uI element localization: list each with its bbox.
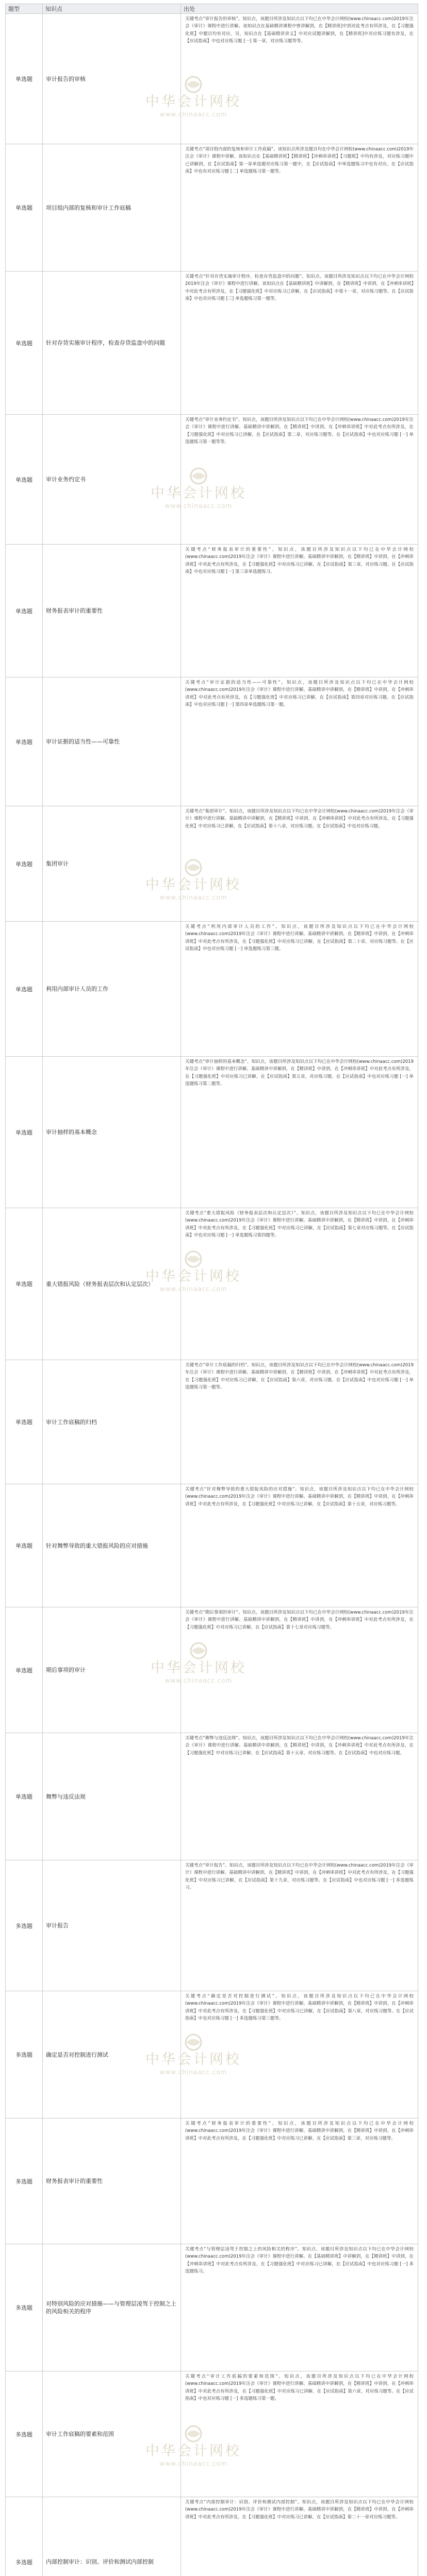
- header-type: 题型: [6, 4, 43, 14]
- table-row: [6, 1733, 418, 1860]
- table-row: [6, 1860, 418, 1991]
- question-type-cell: 单选题: [6, 1607, 43, 1733]
- knowledge-point-cell: 审计抽样的基本概念: [43, 1057, 181, 1208]
- watermark-en: www.chinaacc.com: [159, 2460, 227, 2467]
- source-cell: 关键考点“与管理层凌驾于控制之上的风险相关的程序”。知识点，该题目所涉及知识点以下均已在中华会计网校(www.chinaacc.com)2019年注会《审计》课程中进行讲解。在【基础精讲班】中讲解到，在【精讲班】中讲到，在【冲刺串讲班】中对此考点有所涉及，在【习题强化班】中对应练习已讲解，在【应试指南】中也对应练习题 [一] 多选题练习。: [181, 2244, 418, 2371]
- watermark-cn: 中华会计网校: [151, 485, 247, 501]
- table-row: [6, 272, 418, 415]
- knowledge-point-cell: 确定是否对控制进行测试: [43, 1991, 181, 2119]
- watermark-en: www.chinaacc.com: [159, 1285, 227, 1293]
- table-row: [6, 1057, 418, 1208]
- question-type-cell: 单选题: [6, 806, 43, 922]
- knowledge-point-cell: 内部控制审计：识别、评价和测试内部控制: [43, 2497, 181, 2576]
- question-type-cell: 单选题: [6, 1484, 43, 1607]
- table-row: [6, 1360, 418, 1484]
- source-cell: 关键考点“审计工作底稿的要素和范围”。知识点，该题目所涉及知识点以下均已在中华会计网校(www.chinaacc.com)2019年注会《审计》课程中进行讲解。基础精讲中讲解到，在【精讲班】中讲到，在【冲刺串讲班】中对此考点有所涉及，在【习题强化班】中对应练习已讲解，在【应试指南】第六章，对应练习题等。在【应试指南】中也对应练习题 [一] 多选题练习第一题。: [181, 2371, 418, 2497]
- knowledge-point-cell: 针对舞弊导致的重大错报风险的应对措施: [43, 1484, 181, 1607]
- watermark-cn: 中华会计网校: [145, 2052, 241, 2067]
- knowledge-point-cell: 审计工作底稿的要素和范围: [43, 2371, 181, 2497]
- source-cell: 关键考点“针对舞弊导致的重大错报风险的应对措施”。知识点，该题目所涉及知识点以下均已在中华会计网校(www.chinaacc.com)2019年注会《审计》课程中进行讲解。基础精讲中讲解到，在【精讲班】中讲到，在【冲刺串讲班】中对此考点有所涉及，在【习题强化班】中对应练习已讲解，在【应试指南】第十五章，对应练习题等。: [181, 1484, 418, 1607]
- watermark-cn: 中华会计网校: [145, 877, 241, 893]
- source-cell: 关键考点“审计证据的适当性——可靠性”。知识点，该题目所涉及知识点以下均已在中华会计网校(www.chinaacc.com)2019年注会《审计》课程中进行讲解。基础精讲中讲解到，在【精讲班】中讲到，在【冲刺串讲班】中对此考点有所涉及，在【习题强化班】中对应练习已讲解，在【应试指南】第四章对应练习题。在【应试指南】中也对应练习题 [一] 第四章单选题练习第一题。: [181, 677, 418, 806]
- knowledge-point-cell: 舞弊与违反法规: [43, 1733, 181, 1860]
- question-type-cell: 多选题: [6, 2371, 43, 2497]
- table-row: [6, 1991, 418, 2119]
- knowledge-point-table-sheet: [5, 4, 418, 2576]
- table-row: [6, 2497, 418, 2576]
- knowledge-point-cell: 针对存货实施审计程序，检查存货监盘中的问题: [43, 272, 181, 415]
- knowledge-point-cell: 期后事项的审计: [43, 1607, 181, 1733]
- question-type-cell: 多选题: [6, 2119, 43, 2244]
- source-cell: 关键考点“审计抽样的基本概念”。知识点，该题目所涉及知识点以下均已在中华会计网校(www.chinaacc.com)2019年注会《审计》课程中进行讲解。基础精讲中讲解到，在【精讲班】中讲到，在【冲刺串讲班】中对此考点有所涉及，在【习题强化班】中对应练习已讲解，在【应试指南】第五章，对应练习题。在【应试指南】中也对应练习题 [一] 单选题练习第二题等。: [181, 1057, 418, 1208]
- source-cell: 关键考点“期后事项的审计”。知识点，该题目所涉及知识点以下均已在中华会计网校(www.chinaacc.com)2019年注会《审计》课程中进行讲解。基础精讲中讲解到，在【精讲班】中讲到，在【冲刺串讲班】中对此考点有所涉及，在【习题强化班】中对应练习已讲解，在【应试指南】第十七章对应练习题等。: [181, 1607, 418, 1733]
- knowledge-point-cell: 利用内部审计人员的工作: [43, 922, 181, 1057]
- watermark-en: www.chinaacc.com: [159, 2069, 227, 2076]
- watermark-en: www.chinaacc.com: [165, 502, 233, 510]
- knowledge-point-cell: 审计报告的审核: [43, 14, 181, 144]
- knowledge-point-table: [5, 4, 418, 2576]
- source-cell: 关键考点“内部控制审计：识别、评价和测试内部控制”。知识点，该题目所涉及知识点以下均已在中华会计网校(www.chinaacc.com)2019年注会《审计》课程中进行讲解。基础精讲中讲解到，在【精讲班】中讲到，在【冲刺串讲班】中对此考点有所涉及，在【习题强化班】中对应练习已讲解，在【应试指南】第二十一章对应练习题等。: [181, 2497, 418, 2576]
- source-cell: 关键考点“财务报表审计的重要性”。知识点，该题目所涉及知识点以下均已在中华会计网校(www.chinaacc.com)2019年注会《审计》课程中进行讲解。基础精讲中讲解到，在【精讲班】中讲到，在【冲刺串讲班】中对此考点有所涉及，在【习题强化班】中对应练习已讲解，在【应试指南】第三章，对应练习题。在【应试指南】中也对应练习题 [一] 第三章单选题练习。: [181, 545, 418, 677]
- header-knowledge-point: 知识点: [43, 4, 181, 14]
- source-cell: 关键考点“舞弊与违反法规”。知识点，该题目所涉及知识点以下均已在中华会计网校(www.chinaacc.com)2019年注会《审计》课程中进行讲解。基础精讲中讲解到，在【精讲班】中讲到，在【冲刺串讲班】中对此考点有所涉及，在【习题强化班】中对应练习已讲解，在【应试指南】第十五章，对应练习题等。在【应试指南】中也对应练习题。: [181, 1733, 418, 1860]
- source-cell: 关键考点“针对存货实施审计程序，检查存货监盘中的问题”。知识点，该题目所涉及知识点以下均已在中华会计网校2019年注会《审计》课程中进行讲解。该知识点在【基础精讲班】中讲解到，在【精讲班】中讲到，在【冲刺串讲班】中对此考点有所涉及，在【习题强化班】中对应练习已讲解，在【应试指南】中第十一章，对应练习题等。在【应试指南】中也对应练习题 [三] 单选题练习第一题等。: [181, 272, 418, 415]
- source-cell: 关键考点“审计业务约定书”。知识点，该题目所涉及知识点以下均已在中华会计网校(www.chinaacc.com)2019年注会《审计》课程中进行讲解。基础精讲中讲解到，在【精讲班】中讲到，在【冲刺串讲班】中对此考点有所涉及，在【习题强化班】中对应练习已讲解，在【应试指南】第二章，对应练习题等。在【应试指南】中也对应练习题 [一] 单选题练习第一题等等。: [181, 415, 418, 545]
- table-header-row: [6, 4, 418, 14]
- source-cell: 关键考点“审计报告的审核”。知识点，该题目所涉及知识点以下均已在中华会计网校(www.chinaacc.com)2019年注会《审计》课程中进行讲解。该知识点在基础精讲课程中曾讲解到，在【精讲班]中到对此考点有所涉及，在【习题强化班】中题目均有对应。另，知识点在【基础精讲讲义】中对应试题讲解到，在【精讲班]中对应练习题有涉及，在【应试指南】中也对应练习题 [一] 第一章，对应练习题等等。: [181, 14, 418, 144]
- watermark-cn: 中华会计网校: [145, 1268, 241, 1284]
- source-cell: 关键考点“利用内部审计人员的工作”。知识点，该题目所涉及知识点以下均已在中华会计网校(www.chinaacc.com)2019年注会《审计》课程中进行讲解。基础精讲中讲解到，在【精讲班】中讲到，在【冲刺串讲班】中对此考点有所涉及，在【习题强化班】中对应练习已讲解，在【应试指南】第二十章，对应练习题等。在【应试指南】中也对应练习题 [一] 单选题练习第三题。: [181, 922, 418, 1057]
- knowledge-point-cell: 重大错报风险（财务报表层次和认定层次）: [43, 1208, 181, 1360]
- knowledge-point-cell: 审计工作底稿的归档: [43, 1360, 181, 1484]
- question-type-cell: 单选题: [6, 415, 43, 545]
- table-row: [6, 144, 418, 272]
- table-row: [6, 922, 418, 1057]
- source-cell: 关键考点“审计报告”。知识点，该题目所涉及知识点以下均已在中华会计网校(www.chinaacc.com)2019年注会《审计》课程中进行讲解。基础精讲中讲解到，在【精讲班】中讲到，在【冲刺串讲班】中对此考点有所涉及，在【习题强化班】中对应练习已讲解，在【应试指南】第十九章，对应练习题等。在【应试指南】中也对应练习题 [一] 多选题练习。: [181, 1860, 418, 1991]
- watermark-cn: 中华会计网校: [145, 94, 241, 110]
- table-row: [6, 1484, 418, 1607]
- table-row: [6, 1208, 418, 1360]
- table-row: [6, 806, 418, 922]
- source-cell: 关键考点“集团审计”。知识点，该题目所涉及知识点以下均已在中华会计网校(www.chinaacc.com)2019年注会《审计》课程中进行讲解。基础精讲中讲解到，在【精讲班】中讲到，在【冲刺串讲班】中对此考点有所涉及，在【习题强化班】中对应练习已讲解，在【应试指南】第十八章，对应练习题。在【应试指南】中也对应练习题。: [181, 806, 418, 922]
- question-type-cell: 单选题: [6, 144, 43, 272]
- source-cell: 关键考点“财务报表审计的重要性”。知识点，该题目所涉及知识点以下均已在中华会计网校(www.chinaacc.com)2019年注会《审计》课程中进行讲解。基础精讲中讲解到，在【精讲班】中讲到，在【冲刺串讲班】中对此考点有所涉及，在【习题强化班】中对应练习已讲解，在【应试指南】第三章，对应练习题等。: [181, 2119, 418, 2244]
- watermark-en: www.chinaacc.com: [159, 111, 227, 118]
- question-type-cell: 单选题: [6, 1208, 43, 1360]
- source-cell: 关键考点“重大错报风险（财务报表层次和认定层次）”。知识点，该题目所涉及知识点以下均已在中华会计网校(www.chinaacc.com)2019年注会《审计》课程中进行讲解。基础精讲中讲解到，在【精讲班】中讲到，在【冲刺串讲班】中对此考点有所涉及，在【习题强化班】中对应练习已讲解，在【应试指南】第七章对应练习题等。在【应试指南】中也对应练习题 [一] 单选题练习第四题等。: [181, 1208, 418, 1360]
- question-type-cell: 单选题: [6, 1733, 43, 1860]
- question-type-cell: 单选题: [6, 677, 43, 806]
- knowledge-point-cell: 审计报告: [43, 1860, 181, 1991]
- knowledge-point-cell: 项目组内部的复核和审计工作底稿: [43, 144, 181, 272]
- source-cell: 关键考点“审计工作底稿的归档”。知识点，该题目所涉及知识点以下均已在中华会计网校(www.chinaacc.com)2019年注会《审计》课程中进行讲解。基础精讲中讲解到，在【精讲班】中讲到，在【冲刺串讲班】中对此考点有所涉及，在【习题强化班】中对应练习已讲解，在【应试指南】第六章，对应练习题。在【应试指南】中也对应练习题 [一] 单选题练习第一题等。: [181, 1360, 418, 1484]
- watermark-en: www.chinaacc.com: [165, 1677, 233, 1684]
- knowledge-point-cell: 财务报表审计的重要性: [43, 545, 181, 677]
- table-row: [6, 2371, 418, 2497]
- question-type-cell: 多选题: [6, 2497, 43, 2576]
- watermark-en: www.chinaacc.com: [159, 894, 227, 901]
- table-row: [6, 1607, 418, 1733]
- knowledge-point-cell: 集团审计: [43, 806, 181, 922]
- question-type-cell: 单选题: [6, 545, 43, 677]
- table-row: [6, 2244, 418, 2371]
- knowledge-point-cell: 对特别风险的应对措施——与管理层凌驾于控制之上的风险相关的程序: [43, 2244, 181, 2371]
- knowledge-point-cell: 审计业务约定书: [43, 415, 181, 545]
- source-cell: 关键考点“确定是否对控制进行测试”。知识点，该题目所涉及知识点以下均已在中华会计网校(www.chinaacc.com)2019年注会《审计》课程中进行讲解。基础精讲中讲解到，在【精讲班】中讲到，在【冲刺串讲班】中对此考点有所涉及，在【习题强化班】中对应练习已讲解，在【应试指南】第八章，对应练习题等。在【应试指南】中也对应练习题 [一] 多选题练习第三题等。: [181, 1991, 418, 2119]
- question-type-cell: 单选题: [6, 1360, 43, 1484]
- header-source: 出处: [181, 4, 418, 14]
- question-type-cell: 多选题: [6, 1860, 43, 1991]
- question-type-cell: 单选题: [6, 272, 43, 415]
- table-row: [6, 14, 418, 144]
- table-row: [6, 415, 418, 545]
- table-row: [6, 677, 418, 806]
- table-row: [6, 545, 418, 677]
- question-type-cell: 多选题: [6, 2244, 43, 2371]
- source-cell: 关键考点“项目组内部的复核和审计工作底稿”。该知识点所涉及题目均在中华会计网校(www.chinaacc.com)2019年注会《审计》课程中讲解，该知识点在【基础精讲班】【精讲班】【冲刺串讲班】【习题班】中均有涉及，对应练习题中已讲解到，在【应试指南】第一章单选题对应练习第一题中，在【应试指南】中单选题练习中也有对应。在【应试指南】中也有对应练习题 [二] 单选题练习第一题等。: [181, 144, 418, 272]
- watermark-cn: 中华会计网校: [151, 1660, 247, 1676]
- question-type-cell: 单选题: [6, 922, 43, 1057]
- watermark-cn: 中华会计网校: [145, 2443, 241, 2459]
- table-row: [6, 2119, 418, 2244]
- question-type-cell: 多选题: [6, 1991, 43, 2119]
- question-type-cell: 单选题: [6, 1057, 43, 1208]
- knowledge-point-cell: 审计证据的适当性——可靠性: [43, 677, 181, 806]
- knowledge-point-cell: 财务报表审计的重要性: [43, 2119, 181, 2244]
- question-type-cell: 单选题: [6, 14, 43, 144]
